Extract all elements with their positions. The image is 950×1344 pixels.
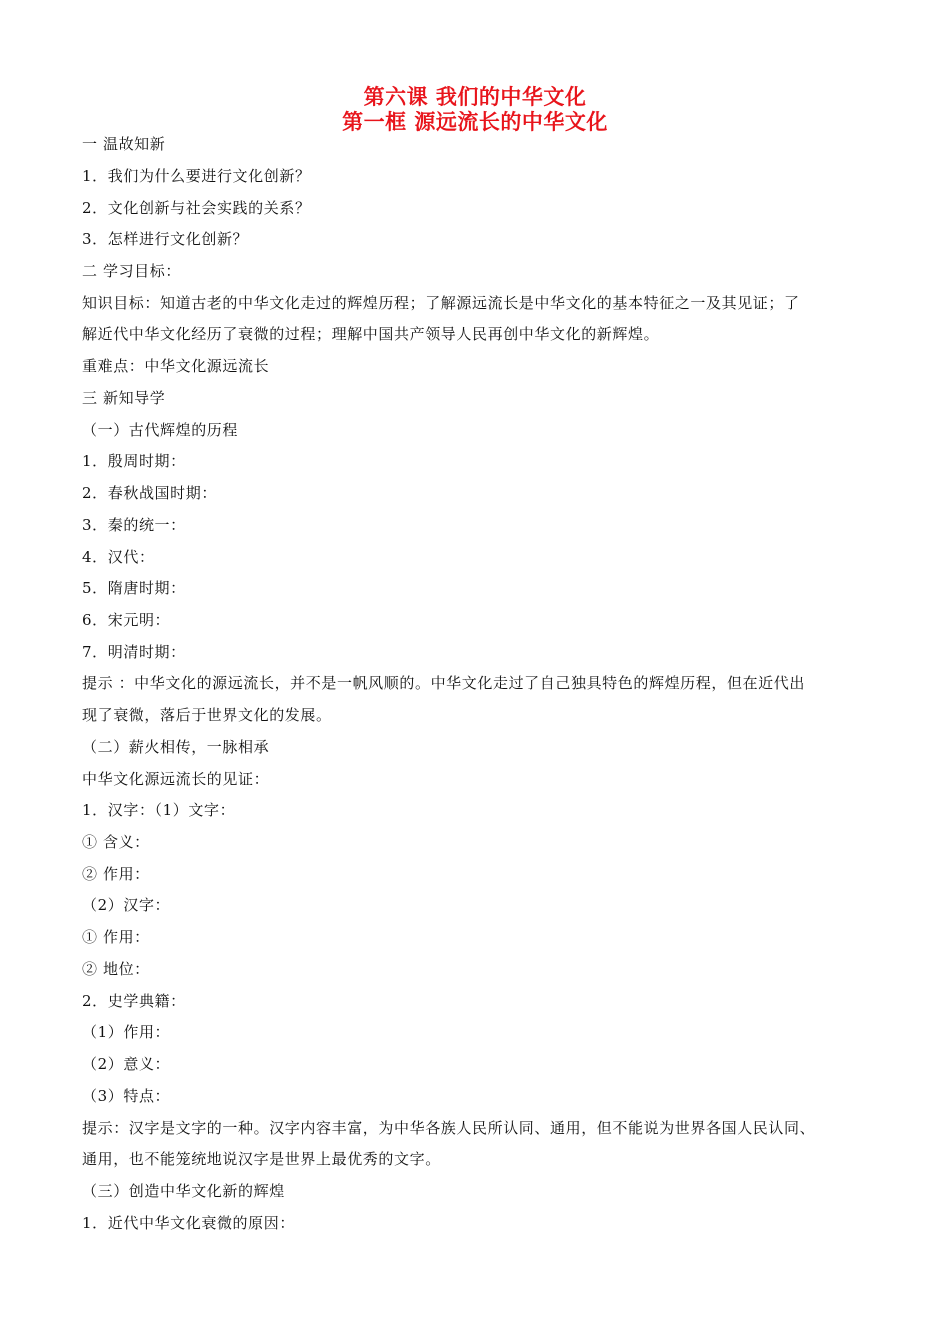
period-item: 6．宋元明： [82, 611, 171, 629]
lesson-title: 第六课 我们的中华文化 [363, 85, 587, 109]
period-item: 7．明清时期： [82, 643, 186, 661]
heading-review: 一 温故知新 [82, 135, 166, 153]
heading-objectives: 二 学习目标： [82, 262, 181, 280]
hint-text: 提示 ：中华文化的源远流长，并不是一帆风顺的。中华文化走过了自己独具特色的辉煌历程，但在近代出 [82, 674, 805, 692]
subheading-heritage: （二）薪火相传，一脉相承 [82, 738, 270, 756]
list-item: ① 含义： [82, 833, 150, 851]
list-item: （3）特点： [82, 1087, 171, 1105]
heading-new-knowledge: 三 新知导学 [82, 389, 166, 407]
list-item: 1．汉字：（1）文字： [82, 801, 236, 819]
period-item: 3．秦的统一： [82, 516, 186, 534]
list-item: ① 作用： [82, 928, 150, 946]
period-item: 4．汉代： [82, 548, 155, 566]
key-points: 重难点：中华文化源远流长 [82, 357, 270, 375]
list-item: （1）作用： [82, 1023, 171, 1041]
period-item: 5．隋唐时期： [82, 579, 186, 597]
subheading-ancient: （一）古代辉煌的历程 [82, 421, 239, 439]
list-item: 1．近代中华文化衰微的原因： [82, 1214, 295, 1232]
hint-text: 提示：汉字是文字的一种。汉字内容丰富，为中华各族人民所认同、通用，但不能说为世界各国人民认同、 [82, 1119, 816, 1137]
review-question-1: 1．我们为什么要进行文化创新？ [82, 167, 311, 185]
period-item: 1．殷周时期： [82, 452, 186, 470]
hint-text-cont: 通用，也不能笼统地说汉字是世界上最优秀的文字。 [82, 1150, 441, 1168]
subheading-new-glory: （三）创造中华文化新的辉煌 [82, 1182, 285, 1200]
objectives-text-cont: 解近代中华文化经历了衰微的过程；理解中国共产领导人民再创中华文化的新辉煌。 [82, 325, 660, 343]
section-title: 第一框 源远流长的中华文化 [342, 110, 608, 134]
list-item: （2）汉字： [82, 896, 171, 914]
list-item: 2．史学典籍： [82, 992, 186, 1010]
review-question-2: 2．文化创新与社会实践的关系？ [82, 199, 311, 217]
period-item: 2．春秋战国时期： [82, 484, 217, 502]
review-question-3: 3．怎样进行文化创新？ [82, 230, 249, 248]
list-item: （2）意义： [82, 1055, 171, 1073]
objectives-text: 知识目标：知道古老的中华文化走过的辉煌历程；了解源远流长是中华文化的基本特征之一及其见证；了 [82, 294, 800, 312]
evidence-heading: 中华文化源远流长的见证： [82, 770, 270, 788]
list-item: ② 地位： [82, 960, 150, 978]
hint-text-cont: 现了衰微，落后于世界文化的发展。 [82, 706, 332, 724]
list-item: ② 作用： [82, 865, 150, 883]
